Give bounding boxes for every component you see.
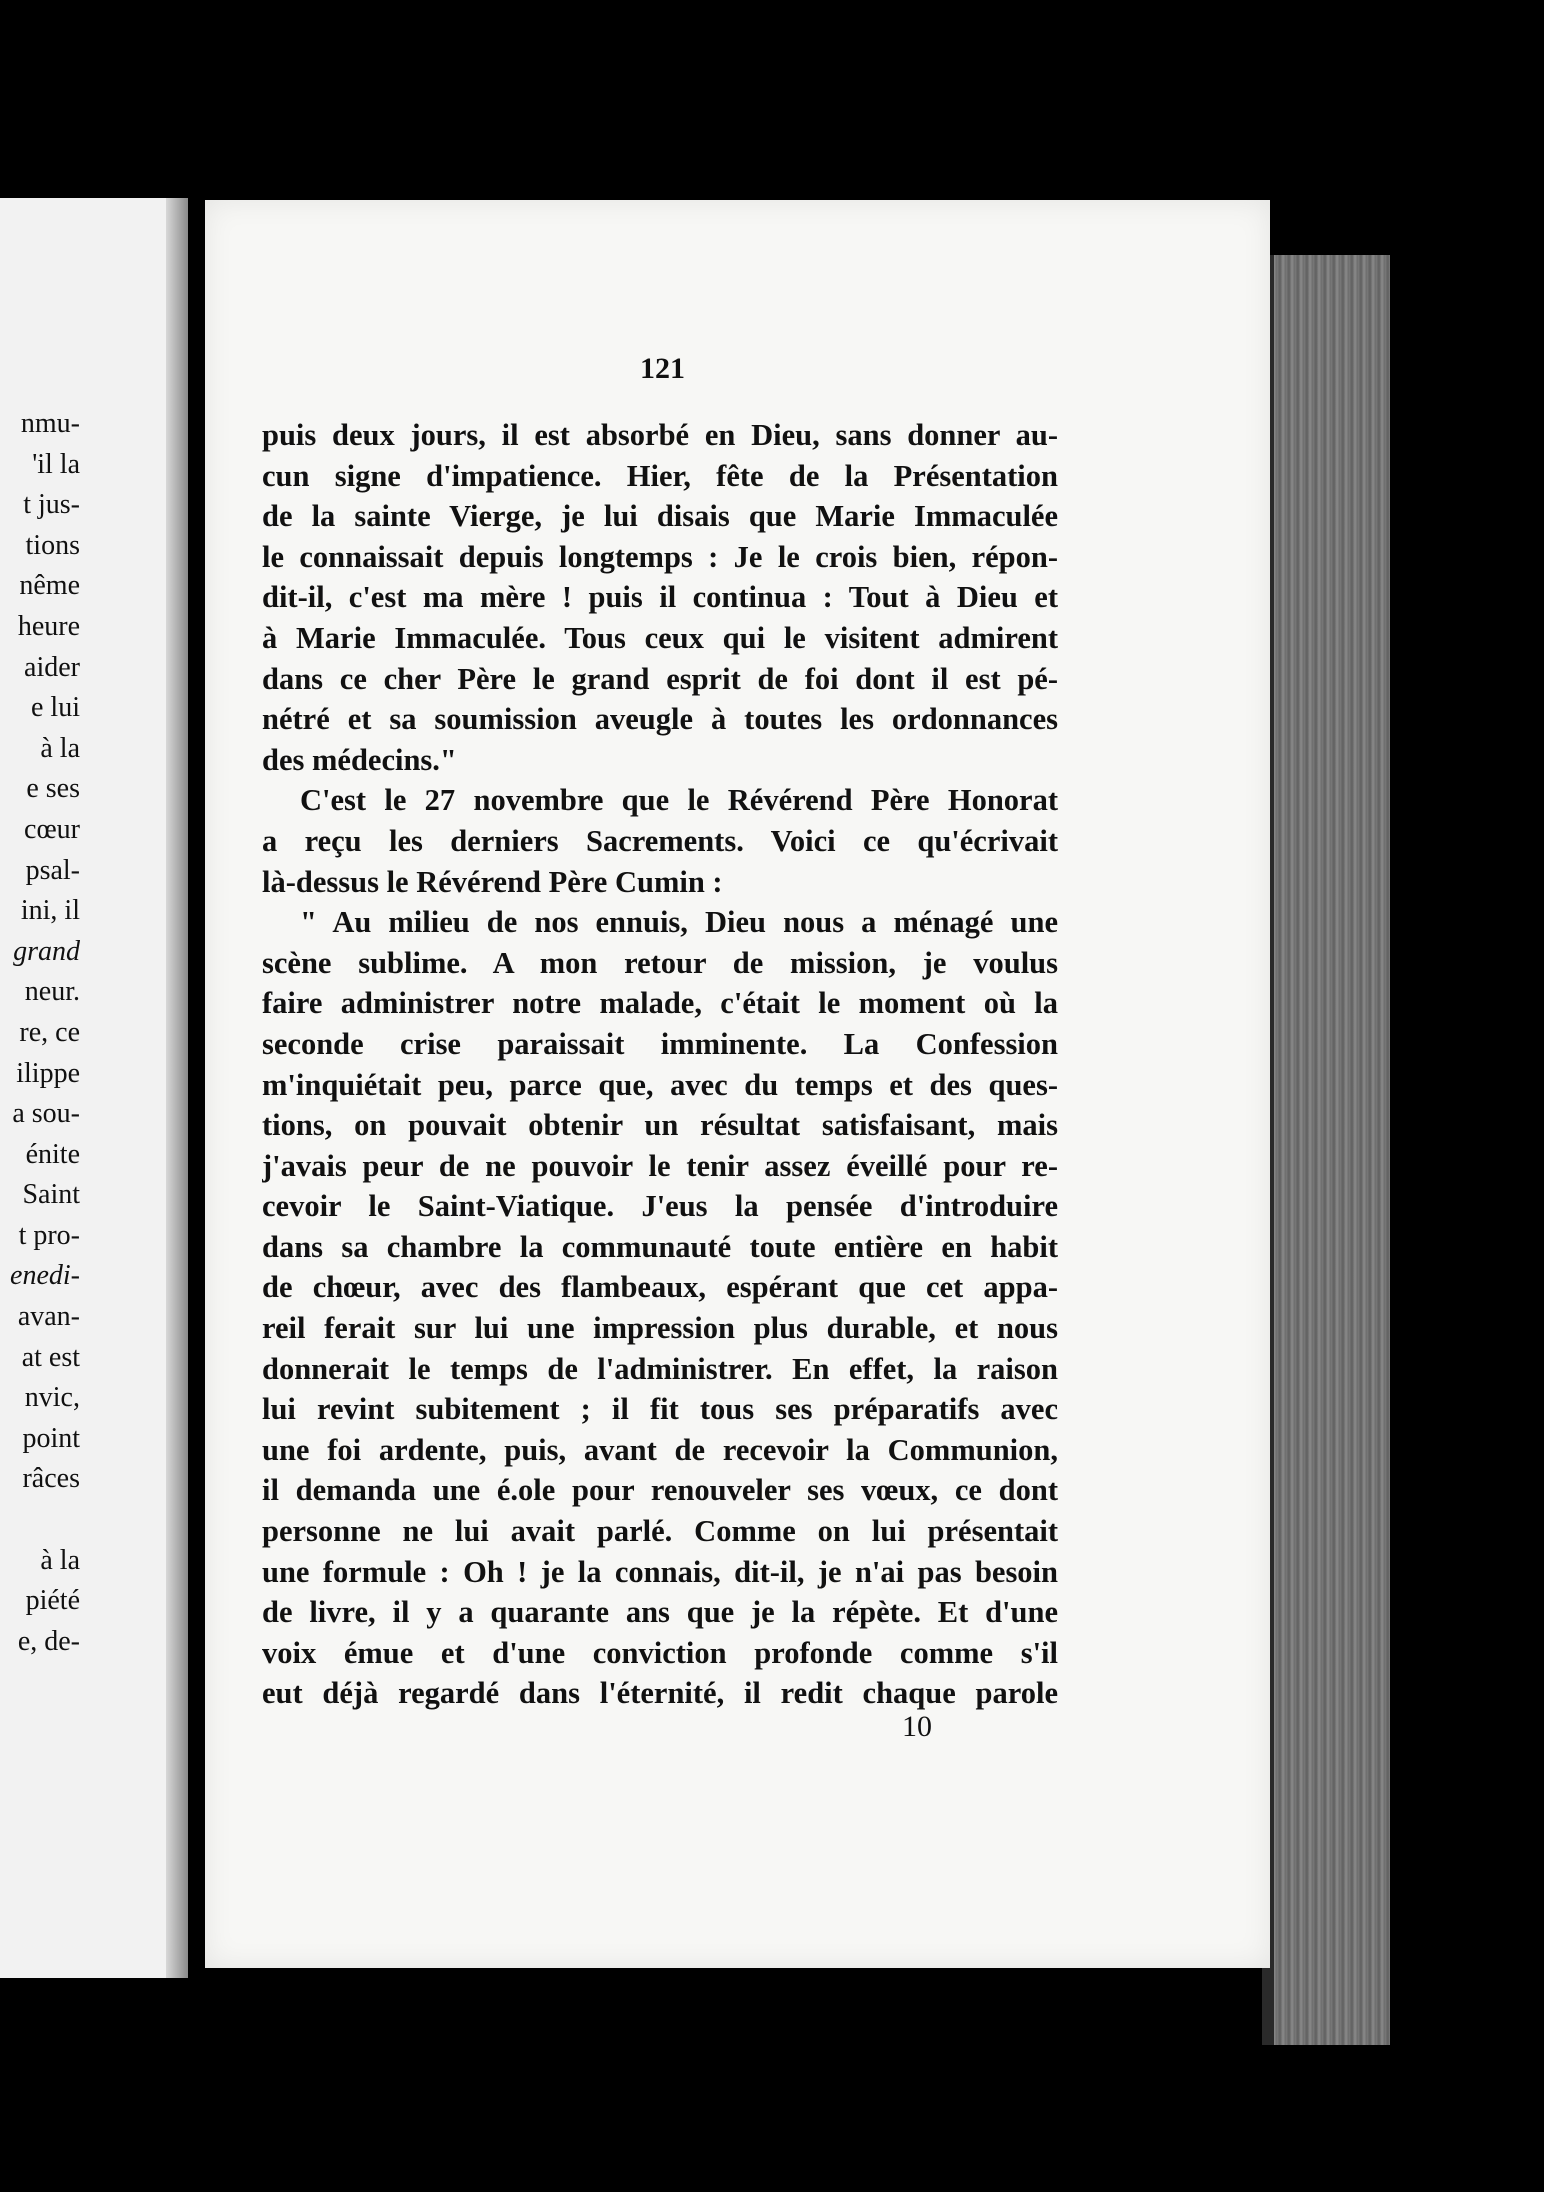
left-line: piété: [25, 1585, 80, 1617]
left-line: 'il la: [32, 448, 80, 480]
left-line: point: [22, 1422, 80, 1454]
left-line: aider: [24, 651, 80, 683]
left-line: neur.: [24, 976, 80, 1008]
text-line: de livre, il y a quarante ans que je la répète. Et d'une: [262, 1595, 1058, 1630]
left-line: e ses: [26, 773, 80, 805]
text-line: lui revint subitement ; il fit tous ses préparatifs avec: [262, 1392, 1058, 1427]
text-line: une foi ardente, puis, avant de recevoir la Communion,: [262, 1432, 1058, 1467]
left-line: a sou-: [12, 1098, 80, 1130]
left-line: nême: [19, 570, 80, 602]
left-line: nmu-: [20, 408, 80, 439]
left-line: at est: [21, 1341, 80, 1373]
text-line: une formule : Oh ! je la connais, dit-il, je n'ai pas besoin: [262, 1554, 1058, 1589]
text-line: personne ne lui avait parlé. Comme on lui présentait: [262, 1514, 1058, 1549]
text-line: dit-il, c'est ma mère ! puis il continua : Tout à Dieu et: [262, 580, 1058, 615]
left-line: avan-: [17, 1301, 80, 1333]
left-line: Saint: [22, 1179, 80, 1211]
text-line: de la sainte Vierge, je lui disais que Marie Immaculée: [262, 499, 1058, 534]
text-line: a reçu les derniers Sacrements. Voici ce qu'écrivait: [262, 823, 1058, 858]
text-line: " Au milieu de nos ennuis, Dieu nous a ménagé une: [300, 905, 1058, 940]
text-line: C'est le 27 novembre que le Révérend Père Honorat: [300, 783, 1058, 818]
text-line: il demanda une é.ole pour renouveler ses vœux, ce dont: [262, 1473, 1058, 1508]
left-line: nvic,: [24, 1382, 80, 1414]
text-line: cevoir le Saint-Viatique. J'eus la pensée d'introduire: [262, 1189, 1058, 1224]
text-line: j'avais peur de ne pouvoir le tenir assez éveillé pour re-: [262, 1148, 1058, 1183]
left-page: [0, 198, 188, 1978]
text-line: eut déjà regardé dans l'éternité, il redit chaque parole: [262, 1676, 1058, 1711]
text-line: cun signe d'impatience. Hier, fête de la Présentation: [262, 458, 1058, 493]
text-line: dans ce cher Père le grand esprit de foi dont il est pé-: [262, 661, 1058, 696]
text-line: des médecins.": [262, 742, 457, 777]
left-line: enedi-: [10, 1260, 80, 1292]
text-line: de chœur, avec des flambeaux, espérant que cet appa-: [262, 1270, 1058, 1305]
page-fold: [166, 198, 188, 1978]
left-line: psal-: [25, 854, 80, 886]
signature-mark: 10: [902, 1710, 932, 1743]
left-line: t pro-: [18, 1219, 80, 1251]
text-line: faire administrer notre malade, c'était le moment où la: [262, 986, 1058, 1021]
text-line: seconde crise paraissait imminente. La Confession: [262, 1026, 1058, 1061]
text-line: à Marie Immaculée. Tous ceux qui le visitent admirent: [262, 620, 1058, 655]
left-line: heure: [17, 610, 80, 642]
text-line: le connaissait depuis longtemps : Je le crois bien, répon-: [262, 539, 1058, 574]
left-line: à la: [40, 732, 80, 764]
left-line: râces: [22, 1463, 80, 1495]
text-line: voix émue et d'une conviction profonde comme s'il: [262, 1635, 1058, 1670]
book-edge: [1268, 255, 1390, 2045]
text-line: puis deux jours, il est absorbé en Dieu, sans donner au-: [262, 418, 1058, 452]
left-line: tions: [25, 529, 80, 561]
text-line: scène sublime. A mon retour de mission, je voulus: [262, 945, 1058, 980]
left-line: ini, il: [20, 895, 80, 927]
left-line: e lui: [31, 692, 80, 724]
text-line: m'inquiétait peu, parce que, avec du temps et des ques-: [262, 1067, 1058, 1102]
left-line: à la: [40, 1544, 80, 1576]
left-line: cœur: [24, 813, 80, 845]
left-line: énite: [25, 1138, 80, 1170]
text-line: nétré et sa soumission aveugle à toutes les ordonnances: [262, 702, 1058, 737]
page-number: 121: [640, 352, 685, 385]
left-line: ilippe: [16, 1057, 80, 1089]
left-line: re, ce: [19, 1016, 80, 1048]
left-line: e, de-: [17, 1625, 80, 1657]
page-body-text: [262, 415, 1058, 1714]
text-line: là-dessus le Révérend Père Cumin :: [262, 864, 723, 899]
left-page-text: [0, 404, 80, 1662]
left-line: [0, 1500, 80, 1541]
text-line: donnerait le temps de l'administrer. En effet, la raison: [262, 1351, 1058, 1386]
left-line: grand: [13, 935, 80, 967]
text-line: dans sa chambre la communauté toute entière en habit: [262, 1229, 1058, 1264]
text-line: tions, on pouvait obtenir un résultat satisfaisant, mais: [262, 1108, 1058, 1143]
left-line: t jus-: [23, 489, 80, 521]
text-line: reil ferait sur lui une impression plus durable, et nous: [262, 1311, 1058, 1346]
